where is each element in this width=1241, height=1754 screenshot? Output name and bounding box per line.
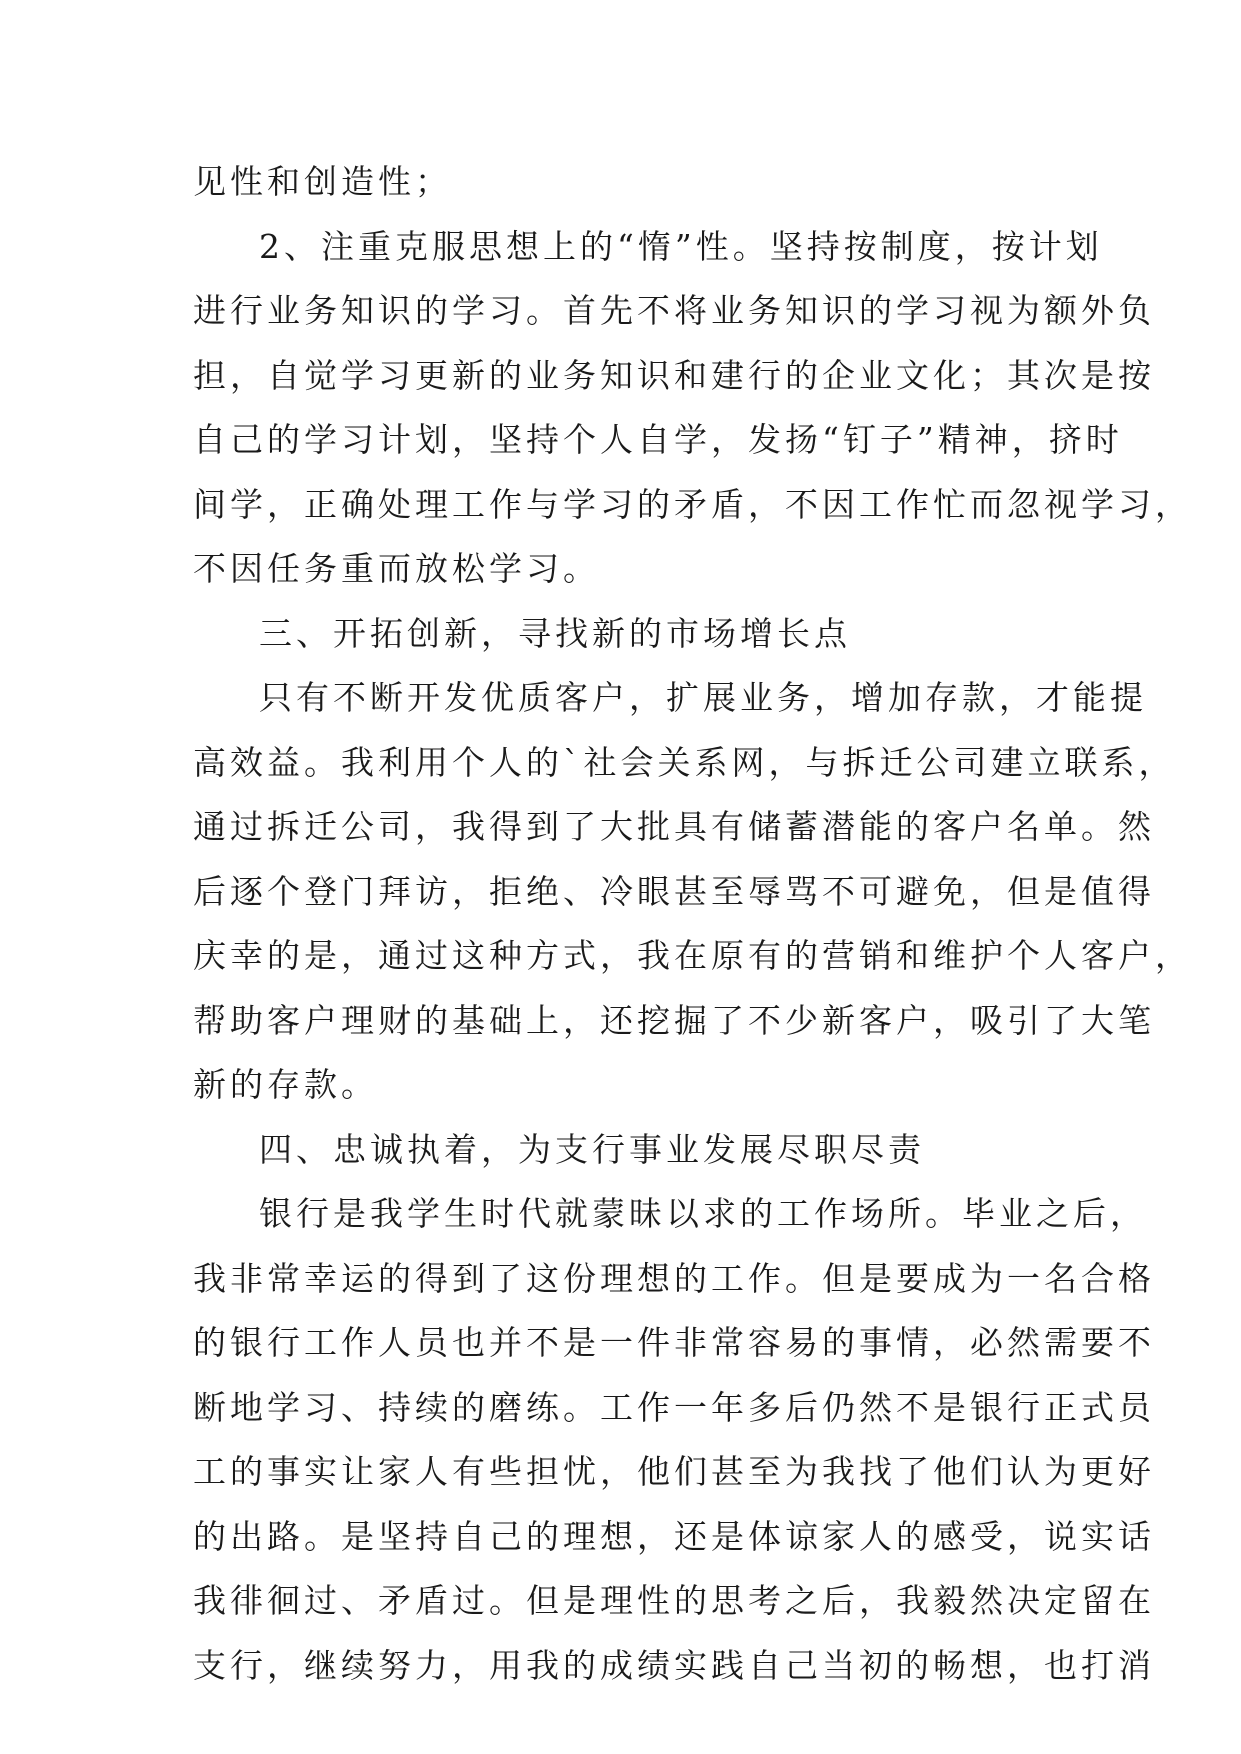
text-line: 通过拆迁公司，我得到了大批具有储蓄潜能的客户名单。然: [193, 807, 1155, 846]
text-line: 后逐个登门拜访，拒绝、冷眼甚至辱骂不可避免，但是值得: [193, 871, 1155, 911]
text-line: 三、开拓创新，寻找新的市场增长点: [259, 613, 851, 653]
text-line: 进行业务知识的学习。首先不将业务知识的学习视为额外负: [193, 291, 1155, 330]
text-line: 不因任务重而放松学习。: [193, 549, 600, 588]
text-line: 银行是我学生时代就蒙昧以求的工作场所。毕业之后，: [259, 1194, 1147, 1233]
text-line: 我非常幸运的得到了这份理想的工作。但是要成为一名合格: [193, 1258, 1155, 1298]
text-line: 我徘徊过、矛盾过。但是理性的思考之后，我毅然决定留在: [193, 1581, 1155, 1620]
text-line: 只有不断开发优质客户，扩展业务，增加存款，才能提: [259, 678, 1147, 717]
text-line: 工的事实让家人有些担忧，他们甚至为我找了他们认为更好: [193, 1452, 1155, 1491]
text-line: 支行，继续努力，用我的成绩实践自己当初的畅想，也打消: [193, 1645, 1155, 1685]
text-line: 的银行工作人员也并不是一件非常容易的事情，必然需要不: [193, 1323, 1155, 1362]
text-line: 新的存款。: [193, 1065, 378, 1104]
text-line: 高效益。我利用个人的`社会关系网，与拆迁公司建立联系，: [193, 742, 1176, 782]
text-line: 断地学习、持续的磨练。工作一年多后仍然不是银行正式员: [193, 1387, 1155, 1427]
text-line: 的出路。是坚持自己的理想，还是体谅家人的感受，说实话: [193, 1516, 1155, 1556]
text-line: 担，自觉学习更新的业务知识和建行的企业文化；其次是按: [193, 355, 1155, 395]
document-body: [193, 150, 1192, 1698]
text-line: 帮助客户理财的基础上，还挖掘了不少新客户，吸引了大笔: [193, 1000, 1155, 1040]
text-line: 自己的学习计划，坚持个人自学，发扬“钉子”精神，挤时: [193, 420, 1123, 459]
text-line: 见性和创造性；: [193, 162, 452, 201]
text-line: 四、忠诚执着，为支行事业发展尽职尽责: [259, 1129, 925, 1169]
text-line: 庆幸的是，通过这种方式，我在原有的营销和维护个人客户，: [193, 936, 1192, 975]
text-line: 2、注重克服思想上的“惰”性。坚持按制度，按计划: [259, 226, 1103, 266]
text-line: 间学，正确处理工作与学习的矛盾，不因工作忙而忽视学习，: [193, 484, 1192, 524]
